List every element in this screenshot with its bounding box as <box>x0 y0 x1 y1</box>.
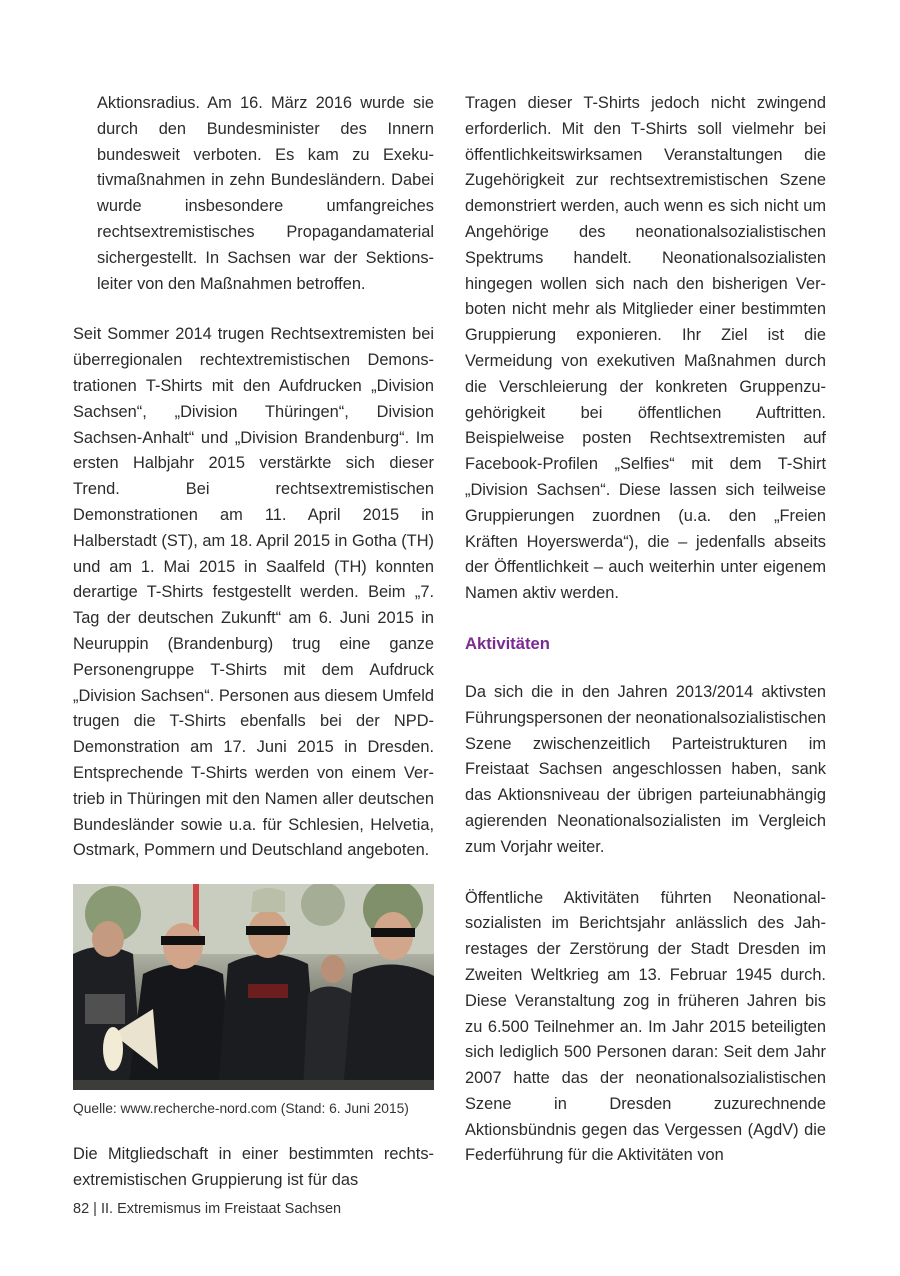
section-heading-aktivitaeten: Aktivitäten <box>465 633 550 653</box>
page-footer: 82 | II. Extremismus im Freistaat Sachsen <box>73 1201 342 1217</box>
paragraph-tshirts-purpose: Tragen dieser T-Shirts jedoch nicht zwingend erforderlich. Mit den T-Shirts soll vielmehr bei öffentlichkeitswirksamen Veranstaltungen die Zugehörigkeit zur rechtsextremistischen Szene demonstriert werden, auch wenn es sich nicht um Angehörige des neonationalsozialistischen Spektrums handelt. Neonationalsozialisten hingegen wollen sich nach den bisherigen Verboten nicht mehr als Mitglieder einer bestimmten Gruppierung exponieren. Ihr Ziel ist die Vermeidung von exekutiven Maßnahmen durch die Verschleierung der konkreten Gruppenzugehörigkeit bei öffentlichen Auftritten. Beispielweise posten Rechtsextremisten auf Facebook-Profilen „Selfies“ mit dem T-Shirt „Division Sachsen“. Diese lassen sich teilweise Gruppierungen zuordnen (u.a. den „Freien Kräften Hoyerswerda“), die – jedenfalls abseits der Öffentlichkeit – auch weiterhin unter eigenem Namen aktiv werden. <box>465 94 826 603</box>
paragraph-action-level: Da sich die in den Jahren 2013/2014 aktivsten Führungspersonen der neonationalsozialistischen Szene zwischenzeitlich Parteistrukturen im Freistaat Sachsen angeschlossen haben, sank das Aktionsniveau der übrigen parteiunabhängig agierenden Neonationalsozialisten im Vergleich zum Vorjahr weiter. <box>465 682 826 856</box>
paragraph-division-tshirts: Seit Sommer 2014 trugen Rechtsextremisten bei überregionalen rechtextremistischen Demonstrationen T-Shirts mit den Aufdrucken „Division Sachsen“, „Division Thüringen“, Division Sachsen-Anhalt“ und „Division Brandenburg“. Im ersten Halbjahr 2015 verstärkte sich dieser Trend. Bei rechtsextremistischen Demonstrationen am 11. April 2015 in Halberstadt (ST), am 18. April 2015 in Gotha (TH) und am 1. Mai 2015 in Saalfeld (TH) konnten derartige T-Shirts festgestellt werden. Beim „7. Tag der deutschen Zukunft“ am 6. Juni 2015 in Neuruppin (Brandenburg) trug eine ganze Personengruppe T-Shirts mit dem Aufdruck „Division Sachsen“. Personen aus diesem Umfeld trugen die T-Shirts ebenfalls bei der NPD-Demonstration am 17. Juni 2015 in Dresden. Entsprechende T-Shirts werden von einem Vertrieb in Thüringen mit den Namen aller deutschen Bundesländer sowie u.a. für Schlesien, Helvetia, Ostmark, Pommern und Deutschland angeboten. <box>73 325 434 860</box>
left-column <box>73 91 434 1194</box>
paragraph-dresden-anniversary: Öffentliche Aktivitäten führten Neonationalsozialisten im Berichtsjahr anlässlich des Jahrestages der Zerstörung der Stadt Dresden im Zweiten Weltkrieg am 13. Februar 1945 durch. Diese Veranstaltung zog in früheren Jahren bis zu 6.500 Teilnehmer an. Im Jahr 2015 beteiligten sich lediglich 500 Personen daran: Seit dem Jahr 2007 hatte das der neonationalsozialistischen Szene in Dresden zuzurechnende Aktionsbündnis gegen das Vergessen (AgdV) die Federführung für die Aktivitäten von <box>465 888 826 1165</box>
photo-caption: Quelle: www.recherche-nord.com (Stand: 6. Juni 2015) <box>73 1101 409 1117</box>
demonstration-photo <box>73 884 434 1090</box>
indented-paragraph: Aktionsradius. Am 16. März 2016 wurde sie durch den Bundesminister des Innern bundesweit verboten. Es kam zu Exekutivmaßnahmen in zehn Bundesländern. Dabei wurde insbesondere umfangreiches rechtsextremistisches Propagandamaterial sichergestellt. In Sachsen war der Sektionsleiter von den Maßnahmen betroffen. <box>97 94 434 293</box>
crowd-illustration <box>73 884 434 1090</box>
paragraph-membership: Die Mitgliedschaft in einer bestimmten rechtsextremistischen Gruppierung ist für das <box>73 1145 434 1189</box>
right-column <box>465 91 826 1169</box>
